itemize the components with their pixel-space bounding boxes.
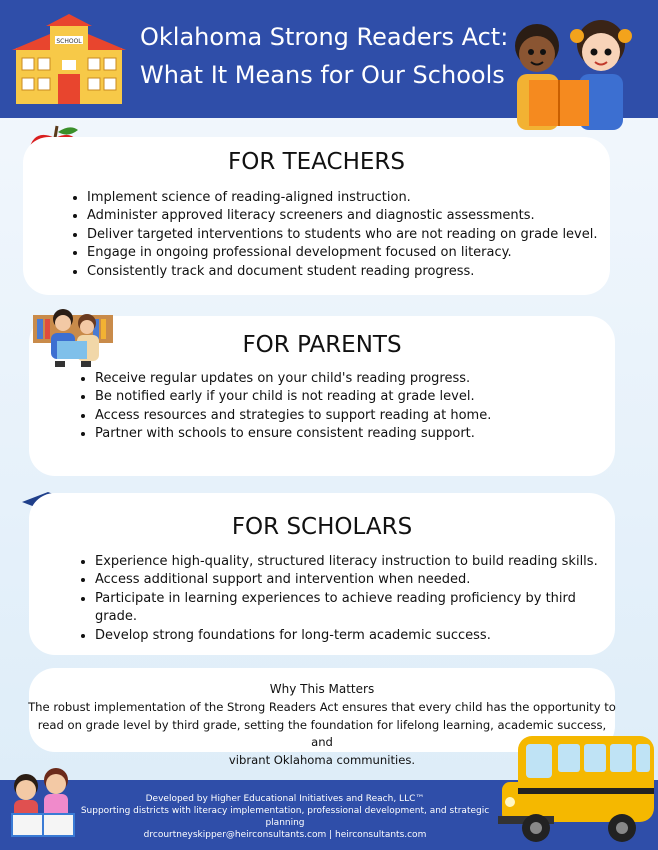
reading-kids-icon: [505, 18, 650, 130]
reading-kids-footer-icon: [8, 762, 78, 840]
list-item: • Engage in ongoing professional development focused on literacy.: [87, 244, 598, 262]
list-item: • Receive regular updates on your child's reading progress.: [95, 370, 491, 388]
list-item: • Deliver targeted interventions to students who are not reading on grade level.: [87, 226, 598, 244]
parents-list: [95, 370, 491, 444]
why-line-2: read on grade level by third grade, setting the foundation for lifelong learning, academic success, and: [37, 717, 607, 749]
footer-line-2: Supporting districts with literacy implementation, professional development, and strategic planning: [80, 806, 490, 828]
why-title: Why This Matters: [269, 682, 375, 696]
bus-icon: [496, 728, 656, 848]
teachers-list: [87, 189, 598, 281]
header-banner: [0, 0, 658, 118]
list-item: • Administer approved literacy screeners and diagnostic assessments.: [87, 207, 598, 225]
title-line-1: Oklahoma Strong Readers Act:: [140, 23, 509, 51]
title-line-2: What It Means for Our Schools: [140, 61, 505, 89]
footer-line-1: Developed by Higher Educational Initiatives and Reach, LLC™: [145, 794, 425, 804]
teachers-card: [23, 137, 610, 295]
list-item: • Consistently track and document student reading progress.: [87, 263, 598, 281]
page-title: [140, 18, 510, 94]
teachers-heading: FOR TEACHERS: [227, 149, 405, 175]
why-line-1: The robust implementation of the Strong Readers Act ensures that every child has the opportunity to: [28, 700, 616, 714]
footer-line-3: drcourtneyskipper@heirconsultants.com | heirconsultants.com: [143, 830, 427, 840]
list-item: • Access resources and strategies to support reading at home.: [95, 407, 491, 425]
why-line-3: vibrant Oklahoma communities.: [228, 752, 416, 767]
reading-children-icon: [33, 305, 113, 369]
list-item: • Participate in learning experiences to achieve reading proficiency by third grade.: [95, 590, 615, 627]
parents-heading: FOR PARENTS: [242, 332, 402, 358]
list-item: • Partner with schools to ensure consistent reading support.: [95, 425, 491, 443]
list-item: • Implement science of reading-aligned instruction.: [87, 189, 598, 207]
scholars-card: [29, 493, 615, 655]
footer-text: [70, 793, 500, 841]
list-item: • Be notified early if your child is not reading at grade level.: [95, 388, 491, 406]
list-item: • Experience high-quality, structured literacy instruction to build reading skills.: [95, 553, 615, 571]
parents-card: [29, 316, 615, 476]
scholars-heading: FOR SCHOLARS: [231, 514, 413, 540]
list-item: • Access additional support and intervention when needed.: [95, 571, 615, 589]
list-item: • Develop strong foundations for long-term academic success.: [95, 627, 615, 645]
school-sign-text: SCHOOL: [56, 38, 82, 45]
scholars-list: [95, 553, 615, 645]
school-building-icon: [10, 14, 128, 106]
